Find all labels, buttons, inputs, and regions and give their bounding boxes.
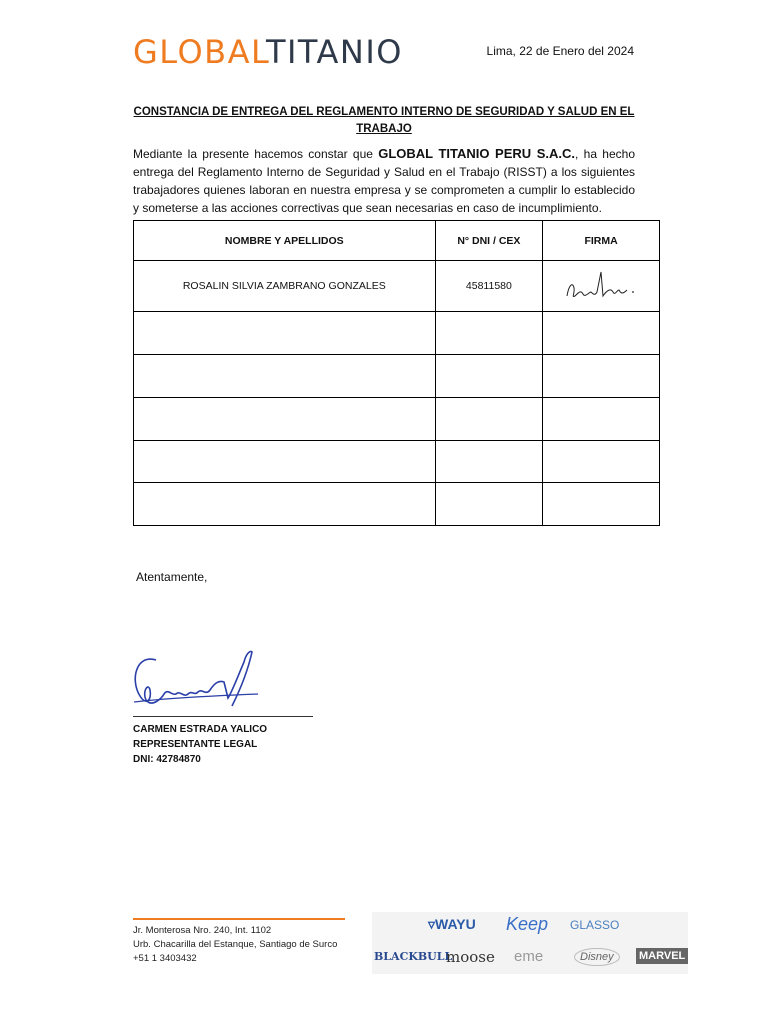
brand-eme-logo: eme bbox=[514, 948, 544, 965]
workers-table bbox=[133, 220, 660, 526]
header-signature: FIRMA bbox=[543, 221, 660, 261]
brand-disney-logo: Disney bbox=[574, 948, 620, 966]
footer-divider bbox=[133, 918, 345, 920]
worker-dni: 45811580 bbox=[435, 261, 543, 312]
worker-name: ROSALIN SILVIA ZAMBRANO GONZALES bbox=[134, 261, 436, 312]
signer-block bbox=[133, 722, 267, 767]
brand-marvel-logo: MARVEL bbox=[636, 948, 688, 964]
body-text-end: , ha hecho entrega del Reglamento Interno de Seguridad y Salud en el Trabajo (RISST) a los siguientes trabajadores quienes laboran en nuestra empresa y se comprometen a cumplir lo establecido y someterse a las acciones correctivas que sean necesarias en caso de incumplimiento. bbox=[133, 147, 635, 215]
signer-name: CARMEN ESTRADA YALICO bbox=[133, 724, 268, 735]
document-title: CONSTANCIA DE ENTREGA DEL REGLAMENTO INTERNO DE SEGURIDAD Y SALUD EN EL TRABAJO bbox=[133, 106, 635, 135]
signer-role: REPRESENTANTE LEGAL bbox=[133, 739, 258, 750]
header-name: NOMBRE Y APELLIDOS bbox=[134, 221, 436, 261]
company-name: GLOBAL TITANIO PERU S.A.C. bbox=[378, 146, 576, 161]
worker-signature-image bbox=[561, 266, 641, 306]
table-row-empty bbox=[134, 355, 660, 398]
table-row bbox=[134, 261, 660, 312]
document-date: Lima, 22 de Enero del 2024 bbox=[486, 44, 634, 58]
brand-glasso-logo: GLASSO bbox=[570, 918, 620, 932]
worker-signature bbox=[543, 261, 660, 312]
footer-address-line2: Urb. Chacarilla del Estanque, Santiago de Surco bbox=[133, 939, 338, 950]
table-header-row bbox=[134, 221, 660, 261]
logo-titanio-text: TITANIO bbox=[265, 33, 403, 71]
brand-moose-logo: moose bbox=[446, 948, 495, 966]
footer-phone: +51 1 3403432 bbox=[133, 953, 197, 964]
table-row-empty bbox=[134, 312, 660, 355]
brand-wayu-logo: ▿WAYU bbox=[428, 916, 476, 932]
footer-address bbox=[133, 924, 337, 966]
footer-address-line1: Jr. Monterosa Nro. 240, Int. 1102 bbox=[133, 925, 272, 936]
table-row-empty bbox=[134, 483, 660, 526]
header-dni: N° DNI / CEX bbox=[435, 221, 543, 261]
table-row-empty bbox=[134, 441, 660, 483]
brand-blackbull-logo: BLACKBULL bbox=[374, 950, 453, 963]
brand-keep-logo: Keep bbox=[506, 914, 549, 934]
table-row-empty bbox=[134, 398, 660, 441]
body-paragraph bbox=[133, 145, 635, 217]
body-text-start: Mediante la presente hacemos constar que bbox=[133, 147, 379, 161]
brand-logos bbox=[372, 912, 688, 974]
closing-text: Atentamente, bbox=[136, 570, 208, 584]
logo-global-text: GLOBAL bbox=[133, 33, 266, 71]
company-logo bbox=[133, 33, 403, 71]
representative-signature bbox=[128, 640, 268, 720]
signer-dni: DNI: 42784870 bbox=[133, 754, 201, 765]
signature-line bbox=[133, 716, 313, 717]
